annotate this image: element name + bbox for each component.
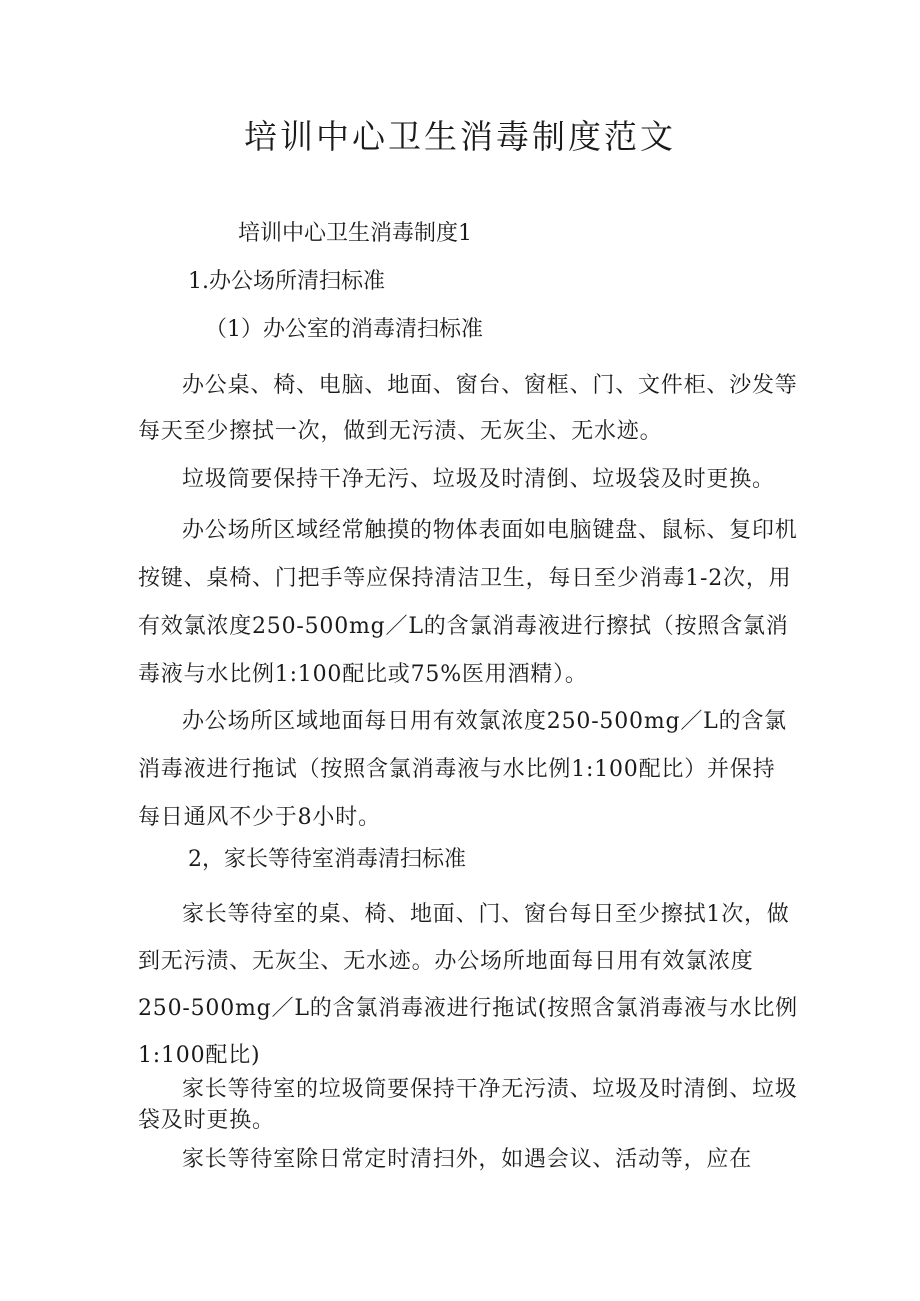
paragraph-1: 办公桌、椅、电脑、地面、窗台、窗框、门、文件柜、沙发等每天至少擦拭一次，做到无污渍、无灰尘、无水迹。 — [138, 373, 798, 444]
paragraph-7: 家长等待室除日常定时清扫外，如遇会议、活动等，应在 — [182, 1147, 753, 1172]
section-2-heading: 2，家长等待室消毒清扫标准 — [188, 847, 466, 872]
subtitle: 培训中心卫生消毒制度1 — [238, 221, 472, 246]
paragraph-2: 垃圾筒要保持干净无污、垃圾及时清倒、垃圾袋及时更换。 — [182, 467, 775, 492]
subsection-1-heading: （1）办公室的消毒清扫标准 — [205, 317, 483, 342]
document-title: 培训中心卫生消毒制度范文 — [244, 117, 676, 156]
paragraph-3: 办公场所区域经常触摸的物体表面如电脑键盘、鼠标、复印机按键、桌椅、门把手等应保持清洁卫生，每日至少消毒1-2次，用有效氯浓度250-500mg／L的含氯消毒液进行擦拭（按照含氯消毒液与水比例1:100配比或75%医用酒精）。 — [138, 518, 798, 687]
section-1-heading: 1.办公场所清扫标准 — [188, 269, 385, 294]
paragraph-6: 家长等待室的垃圾筒要保持干净无污渍、垃圾及时清倒、垃圾袋及时更换。 — [138, 1077, 798, 1133]
paragraph-5: 家长等待室的桌、椅、地面、门、窗台每日至少擦拭1次，做到无污渍、无灰尘、无水迹。办公场所地面每日用有效氯浓度250-500mg／L的含氯消毒液进行拖试(按照含氯消毒液与水比例1:100配比) — [138, 902, 798, 1068]
paragraph-4: 办公场所区域地面每日用有效氯浓度250-500mg／L的含氯消毒液进行拖试（按照含氯消毒液与水比例1:100配比）并保持每日通风不少于8小时。 — [138, 709, 787, 830]
